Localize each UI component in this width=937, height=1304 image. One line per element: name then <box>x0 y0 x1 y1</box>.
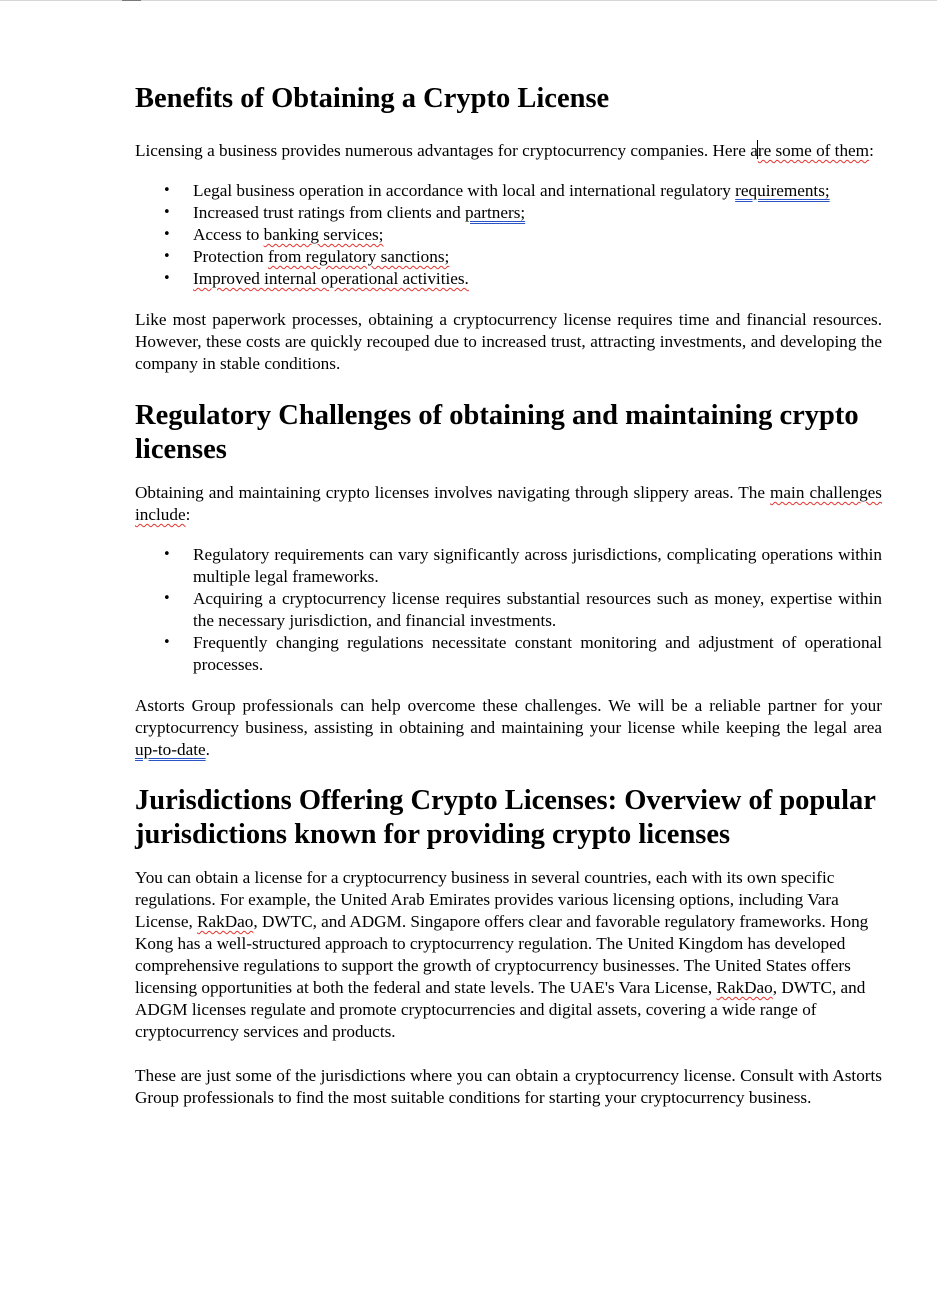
list-item: • Acquiring a cryptocurrency license requires substantial resources such as money, expertise within the necessary jurisdiction, and financial investments. <box>135 588 882 632</box>
benefits-closing-paragraph[interactable]: Like most paperwork processes, obtaining a cryptocurrency license requires time and financial resources. However, these costs are quickly recouped due to increased trust, attracting investments, and developing the company in stable conditions. <box>135 310 882 373</box>
list-item <box>135 202 882 224</box>
jurisdictions-body-paragraph[interactable] <box>135 867 882 1043</box>
challenges-closing-period: . <box>205 740 210 759</box>
spelling-flag[interactable]: Improved internal operational activities. <box>193 269 469 288</box>
jurisdictions-text: , DWTC, and ADGM. Singapore offers clear and favorable regulatory frameworks. Hong Kong has a well-structured approach to cryptocurrency regulation. The United Kingdom has developed comprehensive regulations to support the growth of cryptocurrency businesses. The United States offers licensing opportunities at both the federal and state levels. The UAE's Vara License, <box>135 912 869 997</box>
heading-jurisdictions: Jurisdictions Offering Crypto Licenses: Overview of popular jurisdictions known for providing crypto licenses <box>135 785 876 850</box>
spelling-flag[interactable]: RakDao <box>716 978 773 997</box>
heading-regulatory-challenges: Regulatory Challenges of obtaining and maintaining crypto licenses <box>135 400 859 465</box>
challenges-intro-text: Obtaining and maintaining crypto licenses involves navigating through slippery areas. The <box>135 483 771 502</box>
list-item <box>135 268 882 290</box>
list-item: • Regulatory requirements can vary significantly across jurisdictions, complicating operations within multiple legal frameworks. <box>135 544 882 588</box>
heading-benefits: Benefits of Obtaining a Crypto License <box>135 83 610 114</box>
challenges-list <box>135 544 882 676</box>
list-item <box>135 246 882 268</box>
challenges-intro-colon: : <box>185 505 191 524</box>
list-item-text: Increased trust ratings from clients and <box>193 203 466 222</box>
list-item: • Frequently changing regulations necessitate constant monitoring and adjustment of operational processes. <box>135 632 882 676</box>
spelling-flag[interactable]: main challenges include <box>135 483 882 524</box>
challenges-closing-paragraph[interactable] <box>135 695 882 761</box>
grammar-flag[interactable]: partners; <box>465 203 526 222</box>
grammar-flag[interactable]: up-to-date <box>135 740 206 759</box>
list-item-text: Legal business operation in accordance with local and international regulatory <box>193 181 736 200</box>
challenges-intro-paragraph[interactable] <box>135 482 882 526</box>
spelling-flag[interactable]: banking services; <box>263 225 384 244</box>
jurisdictions-closing-paragraph[interactable]: These are just some of the jurisdictions where you can obtain a cryptocurrency license. Consult with Astorts Group professionals to find the most suitable conditions for starting your cryptocurrency business. <box>135 1066 882 1107</box>
benefits-intro-paragraph[interactable] <box>135 140 882 162</box>
list-item <box>135 224 882 246</box>
list-item-text: Access to <box>193 225 264 244</box>
jurisdictions-text: , DWTC, and ADGM licenses regulate and promote cryptocurrencies and digital assets, covering a wide range of cryptocurrency services and products. <box>135 978 866 1041</box>
jurisdictions-text: You can obtain a license for a cryptocurrency business in several countries, each with its own specific regulations. For example, the United Arab Emirates provides various licensing options, including Vara License, <box>135 868 839 931</box>
benefits-list <box>135 180 882 290</box>
margin-corner-mark <box>122 0 141 1</box>
list-item-text: Protection <box>193 247 268 266</box>
document-page[interactable] <box>135 80 882 1109</box>
spelling-flag[interactable]: re some of them <box>757 141 870 160</box>
grammar-flag[interactable]: requirements; <box>735 181 830 200</box>
benefits-intro-text: Licensing a business provides numerous advantages for cryptocurrency companies. Here a <box>135 141 758 160</box>
spelling-flag[interactable]: from regulatory sanctions; <box>267 247 450 266</box>
spelling-flag[interactable]: RakDao <box>197 912 254 931</box>
benefits-intro-colon: : <box>869 141 874 160</box>
challenges-closing-text: Astorts Group professionals can help overcome these challenges. We will be a reliable partner for your cryptocurrency business, assisting in obtaining and maintaining your license while keeping the legal area <box>135 696 882 737</box>
list-item <box>135 180 882 202</box>
